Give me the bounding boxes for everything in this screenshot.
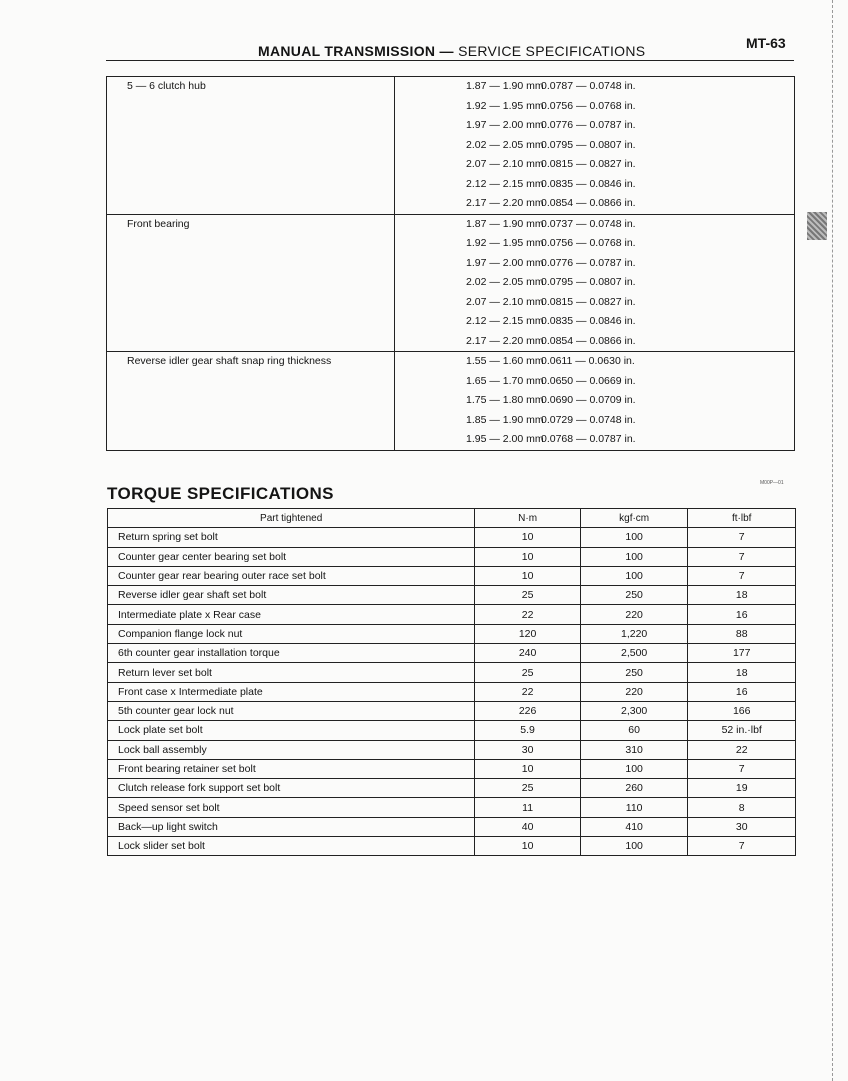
spec-value-in: 0.0729 — 0.0748 in. (541, 413, 636, 426)
spec-value-mm: 2.12 — 2.15 mm (466, 315, 544, 327)
torque-kgfcm: 410 (580, 817, 688, 836)
torque-nm: 22 (475, 682, 581, 701)
torque-ftlbf: 7 (688, 837, 796, 856)
torque-nm: 10 (475, 528, 581, 547)
spec-item-name: 5 — 6 clutch hub (107, 77, 395, 215)
spec-value-row (395, 332, 794, 352)
spec-value-mm: 1.55 — 1.60 mm (466, 355, 544, 367)
table-row (108, 837, 796, 856)
spec-value-mm: 1.87 — 1.90 mm (466, 217, 544, 230)
spec-value-mm: 1.75 — 1.80 mm (466, 394, 544, 406)
spec-value-row (395, 77, 794, 97)
table-row (108, 779, 796, 798)
spec-value-in: 0.0756 — 0.0768 in. (541, 99, 636, 112)
table-row (108, 721, 796, 740)
spec-value-in: 0.0835 — 0.0846 in. (541, 177, 636, 190)
table-row (108, 528, 796, 547)
header-rule (106, 60, 794, 61)
spec-value-in: 0.0756 — 0.0768 in. (541, 237, 636, 249)
table-row (108, 798, 796, 817)
torque-kgfcm: 110 (580, 798, 688, 817)
torque-nm: 25 (475, 779, 581, 798)
torque-ftlbf: 52 in.·lbf (688, 721, 796, 740)
torque-nm: 40 (475, 817, 581, 836)
spec-value-mm: 2.02 — 2.05 mm (466, 138, 544, 151)
torque-header-row (108, 509, 796, 528)
torque-ftlbf: 177 (688, 644, 796, 663)
header-title-main: MANUAL TRANSMISSION (258, 43, 436, 59)
spec-group-row (107, 352, 795, 451)
spec-value-row (395, 155, 794, 175)
spec-value-row (395, 372, 794, 392)
spec-value-mm: 1.92 — 1.95 mm (466, 99, 544, 112)
torque-kgfcm: 310 (580, 740, 688, 759)
spec-value-in: 0.0650 — 0.0669 in. (541, 374, 636, 387)
torque-part-name: 5th counter gear lock nut (108, 701, 475, 720)
col-header-ftlbf: ft·lbf (688, 509, 796, 528)
torque-ftlbf: 7 (688, 759, 796, 778)
torque-nm: 30 (475, 740, 581, 759)
spec-value-in: 0.0768 — 0.0787 in. (541, 433, 636, 445)
torque-ftlbf: 8 (688, 798, 796, 817)
torque-kgfcm: 260 (580, 779, 688, 798)
spec-value-mm: 1.92 — 1.95 mm (466, 237, 544, 249)
spec-value-in: 0.0854 — 0.0866 in. (541, 197, 636, 209)
torque-part-name: Return spring set bolt (108, 528, 475, 547)
spec-value-mm: 1.97 — 2.00 mm (466, 256, 544, 269)
table-row (108, 605, 796, 624)
torque-ftlbf: 7 (688, 528, 796, 547)
torque-ftlbf: 19 (688, 779, 796, 798)
torque-part-name: Lock plate set bolt (108, 721, 475, 740)
torque-ftlbf: 18 (688, 663, 796, 682)
torque-kgfcm: 100 (580, 528, 688, 547)
spec-value-in: 0.0776 — 0.0787 in. (541, 119, 636, 131)
col-header-part: Part tightened (108, 509, 475, 528)
torque-kgfcm: 2,500 (580, 644, 688, 663)
torque-ftlbf: 30 (688, 817, 796, 836)
spec-value-in: 0.0815 — 0.0827 in. (541, 295, 636, 308)
torque-part-name: 6th counter gear installation torque (108, 644, 475, 663)
spec-value-row (395, 391, 794, 411)
spec-value-mm: 2.17 — 2.20 mm (466, 197, 544, 209)
torque-nm: 10 (475, 759, 581, 778)
torque-ftlbf: 16 (688, 605, 796, 624)
torque-part-name: Intermediate plate x Rear case (108, 605, 475, 624)
torque-ftlbf: 7 (688, 566, 796, 585)
spec-value-in: 0.0795 — 0.0807 in. (541, 276, 636, 288)
spec-value-row (395, 352, 794, 372)
spec-values-cell (395, 77, 795, 215)
spec-item-name: Reverse idler gear shaft snap ring thickness (107, 352, 395, 451)
table-row (108, 586, 796, 605)
spec-value-mm: 1.97 — 2.00 mm (466, 119, 544, 131)
spec-value-in: 0.0835 — 0.0846 in. (541, 315, 636, 327)
table-row (108, 759, 796, 778)
spec-value-mm: 2.12 — 2.15 mm (466, 177, 544, 190)
torque-ftlbf: 7 (688, 547, 796, 566)
torque-part-name: Clutch release fork support set bolt (108, 779, 475, 798)
torque-part-name: Speed sensor set bolt (108, 798, 475, 817)
col-header-nm: N·m (475, 509, 581, 528)
spec-value-row (395, 312, 794, 332)
table-row (108, 682, 796, 701)
torque-part-name: Return lever set bolt (108, 663, 475, 682)
spec-value-in: 0.0815 — 0.0827 in. (541, 158, 636, 170)
torque-nm: 5.9 (475, 721, 581, 740)
torque-nm: 25 (475, 663, 581, 682)
torque-ftlbf: 22 (688, 740, 796, 759)
torque-nm: 22 (475, 605, 581, 624)
spec-value-in: 0.0737 — 0.0748 in. (541, 217, 636, 230)
spec-value-mm: 1.85 — 1.90 mm (466, 413, 544, 426)
spec-value-row (395, 215, 794, 235)
torque-part-name: Counter gear rear bearing outer race set bolt (108, 566, 475, 585)
torque-nm: 10 (475, 837, 581, 856)
torque-table-body (108, 528, 796, 856)
torque-nm: 11 (475, 798, 581, 817)
torque-nm: 10 (475, 566, 581, 585)
spec-value-mm: 2.07 — 2.10 mm (466, 295, 544, 308)
spec-value-row (395, 254, 794, 274)
torque-nm: 25 (475, 586, 581, 605)
spec-value-row (395, 430, 794, 450)
torque-part-name: Companion flange lock nut (108, 624, 475, 643)
spec-group-row (107, 214, 795, 352)
table-row (108, 566, 796, 585)
page-edge-scan-border (832, 0, 833, 1081)
torque-ftlbf: 18 (688, 586, 796, 605)
torque-ftlbf: 16 (688, 682, 796, 701)
torque-kgfcm: 220 (580, 605, 688, 624)
torque-part-name: Counter gear center bearing set bolt (108, 547, 475, 566)
page-number: MT-63 (746, 35, 786, 51)
spec-item-name: Front bearing (107, 214, 395, 352)
spec-value-row (395, 136, 794, 156)
header-subtitle: SERVICE SPECIFICATIONS (458, 43, 646, 59)
spec-value-mm: 2.07 — 2.10 mm (466, 158, 544, 170)
spec-values-cell (395, 352, 795, 451)
torque-part-name: Front case x Intermediate plate (108, 682, 475, 701)
torque-kgfcm: 220 (580, 682, 688, 701)
service-specifications-table (106, 76, 795, 451)
spec-value-in: 0.0787 — 0.0748 in. (541, 80, 636, 92)
spec-value-row (395, 293, 794, 313)
spec-value-mm: 1.95 — 2.00 mm (466, 433, 544, 445)
spec-value-in: 0.0690 — 0.0709 in. (541, 394, 636, 406)
torque-nm: 240 (475, 644, 581, 663)
spec-value-in: 0.0776 — 0.0787 in. (541, 256, 636, 269)
spec-value-in: 0.0795 — 0.0807 in. (541, 138, 636, 151)
torque-section-code: M00P—01 (760, 480, 784, 486)
spec-value-mm: 2.17 — 2.20 mm (466, 334, 544, 347)
table-row (108, 701, 796, 720)
torque-part-name: Lock ball assembly (108, 740, 475, 759)
torque-kgfcm: 250 (580, 663, 688, 682)
table-row (108, 547, 796, 566)
torque-kgfcm: 1,220 (580, 624, 688, 643)
table-row (108, 740, 796, 759)
torque-part-name: Front bearing retainer set bolt (108, 759, 475, 778)
spec-value-row (395, 234, 794, 254)
spec-group-row (107, 77, 795, 215)
torque-kgfcm: 100 (580, 759, 688, 778)
header-dash: — (439, 43, 454, 59)
spec-value-row (395, 97, 794, 117)
table-row (108, 663, 796, 682)
torque-kgfcm: 2,300 (580, 701, 688, 720)
spec-value-mm: 1.87 — 1.90 mm (466, 80, 544, 92)
torque-ftlbf: 88 (688, 624, 796, 643)
torque-part-name: Lock slider set bolt (108, 837, 475, 856)
spec-value-in: 0.0854 — 0.0866 in. (541, 334, 636, 347)
torque-nm: 226 (475, 701, 581, 720)
col-header-kgfcm: kgf·cm (580, 509, 688, 528)
torque-nm: 10 (475, 547, 581, 566)
torque-section-title: TORQUE SPECIFICATIONS (107, 484, 334, 503)
torque-kgfcm: 100 (580, 566, 688, 585)
spec-value-row (395, 411, 794, 431)
spec-value-row (395, 273, 794, 293)
section-edge-tab (807, 212, 827, 240)
table-row (108, 624, 796, 643)
spec-values-cell (395, 214, 795, 352)
torque-part-name: Reverse idler gear shaft set bolt (108, 586, 475, 605)
torque-specifications-table (107, 508, 796, 856)
torque-kgfcm: 250 (580, 586, 688, 605)
torque-kgfcm: 100 (580, 547, 688, 566)
spec-value-in: 0.0611 — 0.0630 in. (541, 355, 635, 367)
spec-value-row (395, 116, 794, 136)
page-header-title (258, 43, 645, 59)
table-row (108, 644, 796, 663)
spec-value-row (395, 194, 794, 214)
torque-kgfcm: 100 (580, 837, 688, 856)
torque-nm: 120 (475, 624, 581, 643)
spec-value-mm: 1.65 — 1.70 mm (466, 374, 544, 387)
spec-value-mm: 2.02 — 2.05 mm (466, 276, 544, 288)
table-row (108, 817, 796, 836)
torque-kgfcm: 60 (580, 721, 688, 740)
torque-ftlbf: 166 (688, 701, 796, 720)
service-table-body (107, 77, 795, 451)
spec-value-row (395, 175, 794, 195)
torque-part-name: Back—up light switch (108, 817, 475, 836)
